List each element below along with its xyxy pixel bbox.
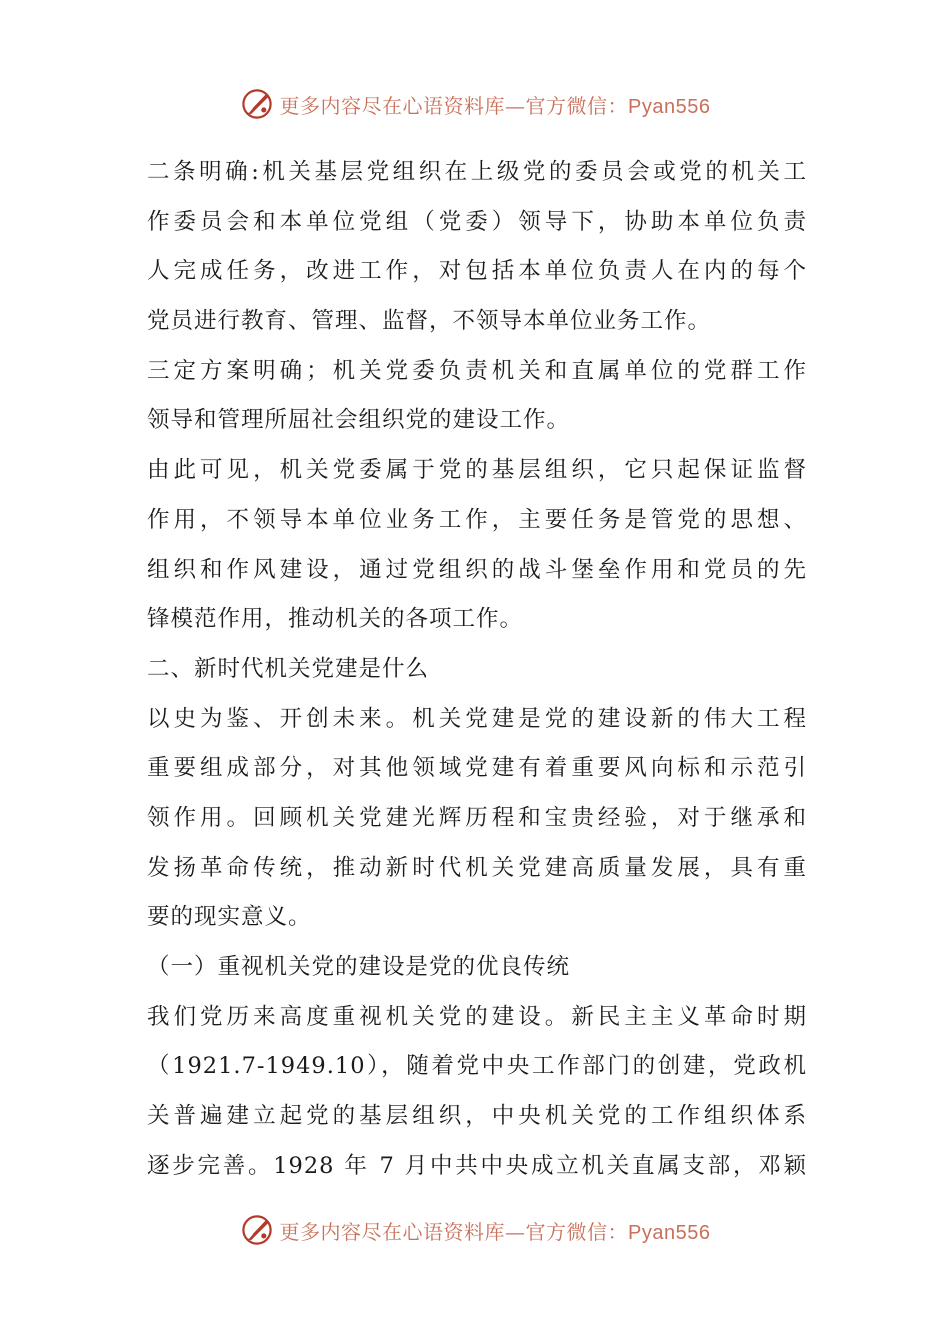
paragraph-line: 人完成任务，改进工作，对包括本单位负责人在内的每个 (147, 258, 807, 285)
paragraph-line: （一）重视机关党的建设是党的优良传统 (147, 954, 571, 980)
quill-logo-icon (240, 1213, 274, 1247)
quill-logo-icon (240, 87, 274, 121)
paragraph-line: 关普遍建立起党的基层组织，中央机关党的工作组织体系 (147, 1103, 807, 1130)
header-banner-handle: Pyan556 (628, 95, 711, 118)
paragraph-line: 领导和管理所屈社会组织党的建设工作。 (147, 407, 571, 434)
paragraph-line: 发扬革命传统，推动新时代机关党建高质量发展，具有重 (147, 854, 807, 881)
paragraph-line: 要的现实意义。 (147, 904, 312, 931)
paragraph-line: 我们党历来高度重视机关党的建设。新民主主义革命时期 (147, 1003, 807, 1030)
paragraph-line: 三定方案明确；机关党委负责机关和直属单位的党群工作 (147, 357, 807, 384)
paragraph-line: 党员进行教育、管理、监督，不领导本单位业务工作。 (147, 308, 712, 335)
paragraph-line: 二、新时代机关党建是什么 (147, 655, 430, 682)
paragraph-line: 重要组成部分，对其他领域党建有着重要风向标和示范引 (147, 755, 807, 782)
footer-banner (0, 1208, 950, 1252)
paragraph-line: 组织和作风建设，通过党组织的战斗堡垒作用和党员的先 (147, 556, 807, 583)
paragraph-line: 作用，不领导本单位业务工作，主要任务是管党的思想、 (147, 506, 807, 533)
paragraph-line: 由此可见，机关党委属于党的基层组织，它只起保证监督 (147, 457, 807, 484)
paragraph-line: 作委员会和本单位党组（党委）领导下，协助本单位负责 (147, 208, 807, 235)
header-banner (0, 82, 950, 126)
header-banner-text: 更多内容尽在心语资料库—官方微信：Pyan556 (279, 93, 711, 118)
paragraph-line: 以史为鉴、开创未来。机关党建是党的建设新的伟大工程 (147, 705, 807, 732)
paragraph-line: 锋模范作用，推动机关的各项工作。 (147, 606, 524, 633)
footer-banner-text: 更多内容尽在心语资料库—官方微信：Pyan556 (279, 1219, 711, 1244)
paragraph-line: （1921.7-1949.10），随着党中央工作部门的创建，党政机 (147, 1053, 807, 1080)
document-body (147, 148, 807, 1191)
footer-banner-handle: Pyan556 (628, 1221, 711, 1244)
paragraph-line: 二条明确:机关基层党组织在上级党的委员会或党的机关工 (147, 159, 807, 185)
paragraph-line: 逐步完善。1928 年 7 月中共中央成立机关直属支部，邓颖 (147, 1152, 807, 1179)
paragraph-line: 领作用。回顾机关党建光辉历程和宝贵经验，对于继承和 (147, 804, 807, 831)
